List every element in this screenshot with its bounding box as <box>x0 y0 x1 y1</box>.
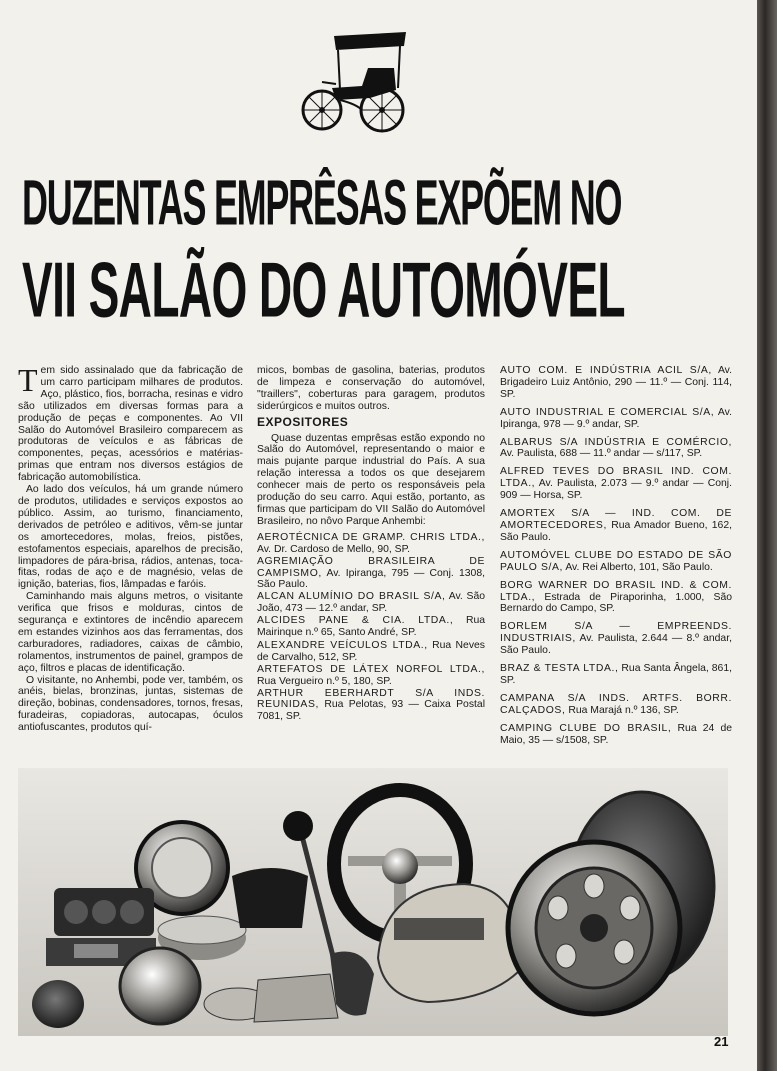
exhibitor-entry: AUTO COM. E INDÚSTRIA ACIL S/A, Av. Brigadeiro Luiz Antônio, 290 — 11.º — Conj. 114, SP. <box>500 365 732 400</box>
exhibitor-entry: ALCIDES PANE & CIA. LTDA., Rua Mairinque n.º 65, Santo André, SP. <box>257 615 485 639</box>
exhibitor-entry: ARTHUR EBERHARDT S/A INDS. REUNIDAS, Rua Pelotas, 93 — Caixa Postal 7081, SP. <box>257 687 485 723</box>
page-binding-edge <box>757 0 777 1071</box>
exhibitor-entry: ALBARUS S/A INDÚSTRIA E COMÉRCIO, Av. Paulista, 688 — 11.º andar — s/117, SP. <box>500 436 732 460</box>
exhibitor-entry: AEROTÉCNICA DE GRAMP. CHRIS LTDA., Av. Dr. Cardoso de Mello, 90, SP. <box>257 531 485 555</box>
section-heading: EXPOSITORES <box>257 414 349 429</box>
exhibitor-entry: CAMPANA S/A INDS. ARTFS. BORR. CALÇADOS, Rua Marajá n.º 136, SP. <box>500 692 732 716</box>
exhibitor-entry: BORG WARNER DO BRASIL IND. & COM. LTDA., Estrada de Piraporinha, 1.000, São Bernardo do Campo, SP. <box>500 579 732 615</box>
exhibitor-entry: CAMPING CLUBE DO BRASIL, Rua 24 de Maio, 35 — s/1508, SP. <box>500 722 733 746</box>
exhibitor-entry: AMORTEX S/A — IND. COM. DE AMORTECEDORES, Rua Amador Bueno, 162, São Paulo. <box>500 508 733 543</box>
exhibitor-entry: AUTOMÓVEL CLUBE DO ESTADO DE SÃO PAULO S/A, Av. Rei Alberto, 101, São Paulo. <box>500 549 732 573</box>
antique-car-icon <box>296 28 412 134</box>
exhibitor-entry: BORLEM S/A — EMPREENDS. INDUSTRIAIS, Av. Paulista, 2.644 — 8.º andar, São Paulo. <box>500 621 732 657</box>
exhibitor-entry: ALFRED TEVES DO BRASIL IND. COM. LTDA., Av. Paulista, 2.073 — 9.º andar — Conj. 909 — Horsa, SP. <box>500 466 732 502</box>
exhibitor-entry: AUTO INDUSTRIAL E COMERCIAL S/A, Av. Ipiranga, 978 — 9.º andar, SP. <box>500 406 732 430</box>
paragraph-3: Caminhando mais alguns metros, o visitante verifica que frisos e molduras, cintos de segurança e extintores de incêndio aparecem em estandes vizinhos aos das ferramentas, dos carburadores, radiadores, caixas de câmbio, rolamentos, instrumentos de painel, grampos de aço, filtros e placas de identificação. <box>18 591 243 674</box>
exhibitor-entry: AGREMIAÇÃO BRASILEIRA DE CAMPISMO, Av. Ipiranga, 795 — Conj. 1308, São Paulo. <box>257 555 485 591</box>
exhibitor-entry: ARTEFATOS DE LÁTEX NORFOL LTDA., Rua Vergueiro n.º 5, 180, SP. <box>257 663 485 687</box>
page-number: 21 <box>714 1034 729 1049</box>
paragraph-1: Tem sido assinalado que da fabricação de um carro participam milhares de produtos. Aço, plástico, fios, borracha, resinas e vidro são utilizados em diversas formas para a produção de peças e componentes. Ao VII Salão do Automóvel Brasileiro comparecem as produtoras de veículos e as fábricas de componentes, peças, acessórios e matérias-primas que entram nos diversos estágios de fabricação automobilística. <box>18 362 243 484</box>
accessories-photo <box>18 768 728 1036</box>
exhibitor-entry: ALCAN ALUMÍNIO DO BRASIL S/A, Av. São João, 473 — 12.º andar, SP. <box>257 591 485 615</box>
paragraph-4: O visitante, no Anhembi, pode ver, também, os anéis, bielas, bronzinas, juntas, sistemas de direção, bobinas, condensadores, tornos, fresas, furadeiras, copiadoras, autocapas, óculos antiofuscantes, produtos quí- <box>18 674 243 734</box>
exhibitors-intro: Quase duzentas emprêsas estão expondo no Salão do Automóvel, representando o maior e mais pujante parque industrial do País. A sua relação interessa a todos os que desejarem conhecer mais de perto os responsáveis pela produção do seu carro. Aqui estão, portanto, as firmas que participam do VII Salão do Automóvel Brasileiro, no nôvo Parque Anhembi: <box>257 432 485 527</box>
exhibitor-entry: BRAZ & TESTA LTDA., Rua Santa Ângela, 861, SP. <box>500 663 732 686</box>
headline <box>22 165 722 334</box>
drop-cap: T <box>18 362 38 398</box>
headline-line-1: DUZENTAS EMPRÊSAS EXPÕEM NO <box>22 167 622 239</box>
paragraph-2: Ao lado dos veículos, há um grande número de produtos, utilidades e serviços expostos ao público. Assim, ao turismo, financiamento, derivados de petróleo e aditivos, vêm-se juntar os amortecedores, molas, freios, pistões, estofamentos especiais, aparelhos de precisão, limpadores de pára-brisa, rádios, antenas, toca-fitas, rodas de aço e de magnésio, velas de ignição, baterias, fios, lâmpadas e faróis. <box>18 484 243 591</box>
article-column-2 <box>257 365 485 723</box>
exhibitor-entry: ALEXANDRE VEÍCULOS LTDA., Rua Neves de Carvalho, 512, SP. <box>257 639 485 663</box>
paragraph-continuation: micos, bombas de gasolina, baterias, produtos de limpeza e conservação do automóvel, "traillers", coberturas para garagem, produtos siderúrgicos e muitos outros. <box>257 365 485 412</box>
headline-line-2: VII SALÃO DO AUTOMÓVEL <box>22 247 625 334</box>
article-column-1 <box>18 362 243 734</box>
article-column-3 <box>500 365 732 752</box>
